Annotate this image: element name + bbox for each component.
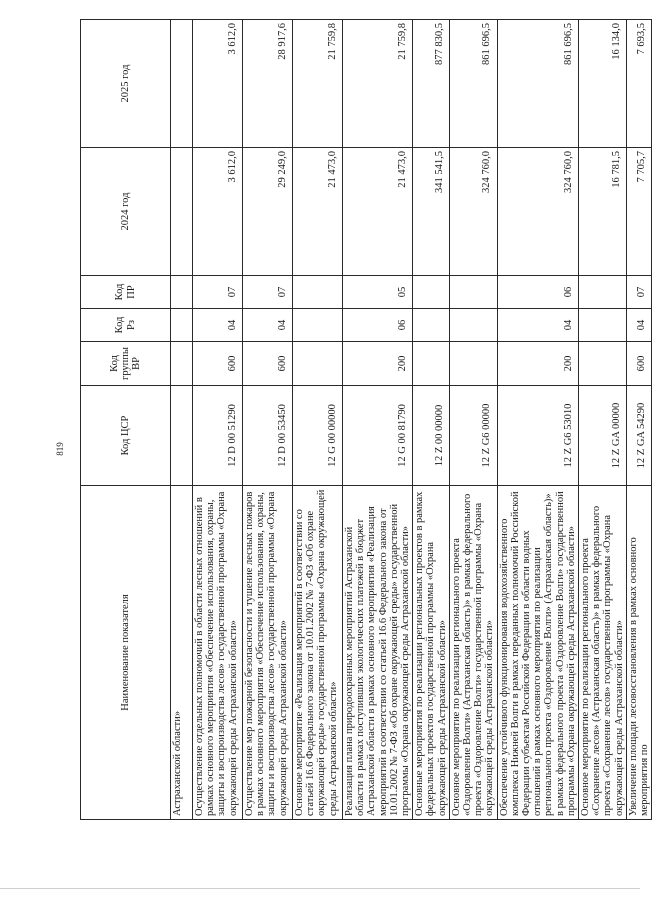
cell-name: Основное мероприятие по реализации регионального проекта «Оздоровление Волги» (Астраханская область)» в рамках федерального проекта «Оздоровление Волги» государственной программы «Охрана окружающей среды Астраханской области» xyxy=(449,486,497,820)
cell-y2025: 861 696,5 xyxy=(497,20,578,148)
cell-rz xyxy=(171,309,193,342)
cell-vr xyxy=(171,342,193,386)
cell-name: Основное мероприятие «Реализация мероприятий в соответствии со статьей 16.6 Федерального закона от 10.01.2002 № 7-ФЗ «Об охране окружающей среды» государственной программы «Охрана окружающей среды Астраханской области» xyxy=(293,486,343,820)
cell-vr xyxy=(413,342,450,386)
header-rz: Код Рз xyxy=(81,309,171,342)
table-row xyxy=(579,20,627,820)
cell-name: Основное мероприятие по реализации регионального проекта «Сохранение лесов» (Астраханская область)» в рамках федерального проекта «Сохранение лесов» государственной программы «Охрана окружающей среды Астраханской области» xyxy=(579,486,627,820)
table-row xyxy=(243,20,293,820)
cell-csr xyxy=(171,386,193,486)
cell-pr: 07 xyxy=(193,276,243,309)
cell-y2025: 28 917,6 xyxy=(243,20,293,148)
cell-csr: 12 Z GA 54290 xyxy=(627,386,652,486)
table-row xyxy=(193,20,243,820)
table-row xyxy=(627,20,652,820)
cell-pr: 07 xyxy=(627,276,652,309)
header-pr: Код ПР xyxy=(81,276,171,309)
cell-pr: 06 xyxy=(497,276,578,309)
cell-name: Реализация плана природоохранных мероприятий Астраханской области в рамках поступивших экологических платежей в бюджет Астраханской области в рамках основного мероприятия «Реализация мероприятий в соответствии со статьей 16.6 Федерального закона от 10.01.2002 № 7-ФЗ «Об охране окружающей среды» государственной программы «Охрана окружающей среды Астраханской области» xyxy=(343,486,413,820)
cell-y2024 xyxy=(171,148,193,276)
cell-name: Астраханской области» xyxy=(171,486,193,820)
cell-y2025: 3 612,0 xyxy=(193,20,243,148)
cell-rz xyxy=(449,309,497,342)
cell-y2024: 324 760,0 xyxy=(449,148,497,276)
table-row xyxy=(171,20,193,820)
cell-rz xyxy=(293,309,343,342)
cell-pr xyxy=(293,276,343,309)
cell-y2024: 21 473,0 xyxy=(293,148,343,276)
cell-csr: 12 Z G6 00000 xyxy=(449,386,497,486)
rotated-sheet xyxy=(80,20,651,820)
header-vr: Код группы ВР xyxy=(81,342,171,386)
table-row xyxy=(293,20,343,820)
cell-name: Основные мероприятия по реализации региональных проектов в рамках федеральных проектов государственной программы «Охрана окружающей среды Астраханской области» xyxy=(413,486,450,820)
cell-vr: 200 xyxy=(343,342,413,386)
cell-csr: 12 Z G6 53010 xyxy=(497,386,578,486)
cell-csr: 12 D 00 51290 xyxy=(193,386,243,486)
page-number: 819 xyxy=(55,442,65,456)
cell-y2025: 861 696,5 xyxy=(449,20,497,148)
header-name: Наименование показателя xyxy=(81,486,171,820)
cell-y2024: 324 760,0 xyxy=(497,148,578,276)
cell-rz: 06 xyxy=(343,309,413,342)
cell-pr: 05 xyxy=(343,276,413,309)
cell-pr xyxy=(171,276,193,309)
budget-table xyxy=(80,19,652,820)
cell-vr xyxy=(449,342,497,386)
cell-y2025: 877 830,5 xyxy=(413,20,450,148)
cell-csr: 12 G 00 81790 xyxy=(343,386,413,486)
table-row xyxy=(497,20,578,820)
cell-vr xyxy=(293,342,343,386)
cell-csr: 12 D 00 53450 xyxy=(243,386,293,486)
cell-rz: 04 xyxy=(193,309,243,342)
cell-y2024: 29 249,0 xyxy=(243,148,293,276)
cell-name: Осуществление отдельных полномочий в области лесных отношений в рамках основного мероприятия «Обеспечение использования, охраны, защиты и воспроизводства лесов» государственной программы «Охрана окружающей среды Астраханской области» xyxy=(193,486,243,820)
cell-y2025: 7 693,5 xyxy=(627,20,652,148)
cell-name: Увеличение площади лесовосстановления в рамках основного мероприятия по xyxy=(627,486,652,820)
cell-vr: 600 xyxy=(243,342,293,386)
header-2024: 2024 год xyxy=(81,148,171,276)
cell-name: Осуществление мер пожарной безопасности и тушение лесных пожаров в рамках основного мероприятия «Обеспечение использования, охраны, защиты и воспроизводства лесов» государственной программы «Охрана окружающей среды Астраханской области» xyxy=(243,486,293,820)
cell-rz: 04 xyxy=(243,309,293,342)
cell-pr xyxy=(449,276,497,309)
cell-y2024: 21 473,0 xyxy=(343,148,413,276)
cell-pr xyxy=(579,276,627,309)
cell-csr: 12 Z 00 00000 xyxy=(413,386,450,486)
cell-y2025: 16 134,0 xyxy=(579,20,627,148)
cell-csr: 12 Z GA 00000 xyxy=(579,386,627,486)
cell-y2024: 7 705,7 xyxy=(627,148,652,276)
cell-y2025: 21 759,8 xyxy=(343,20,413,148)
cell-pr: 07 xyxy=(243,276,293,309)
cell-rz: 04 xyxy=(497,309,578,342)
cell-vr: 600 xyxy=(193,342,243,386)
cell-y2024: 16 781,5 xyxy=(579,148,627,276)
header-csr: Код ЦСР xyxy=(81,386,171,486)
scan-edge-line xyxy=(0,888,640,889)
table-row xyxy=(413,20,450,820)
cell-y2025: 21 759,8 xyxy=(293,20,343,148)
cell-rz xyxy=(579,309,627,342)
table-row xyxy=(343,20,413,820)
cell-y2025 xyxy=(171,20,193,148)
cell-name: Обеспечение устойчивого функционирования водохозяйственного комплекса Нижней Волги в рамках переданных полномочий Российской Федерации субъектам Российской Федерации в области водных отношений в рамках основного мероприятия по реализации регионального проекта «Оздоровление Волги» (Астраханская область)» в рамках федерального проекта «Оздоровление Волги» государственной программы «Охрана окружающей среды Астраханской области» xyxy=(497,486,578,820)
cell-csr: 12 G 00 00000 xyxy=(293,386,343,486)
table-rotation-wrapper xyxy=(80,20,651,820)
cell-pr xyxy=(413,276,450,309)
header-2025: 2025 год xyxy=(81,20,171,148)
cell-vr: 600 xyxy=(627,342,652,386)
header-row xyxy=(81,20,171,820)
cell-rz: 04 xyxy=(627,309,652,342)
cell-y2024: 3 612,0 xyxy=(193,148,243,276)
cell-vr: 200 xyxy=(497,342,578,386)
cell-rz xyxy=(413,309,450,342)
table-body xyxy=(171,20,652,820)
cell-y2024: 341 541,5 xyxy=(413,148,450,276)
cell-vr xyxy=(579,342,627,386)
table-row xyxy=(449,20,497,820)
